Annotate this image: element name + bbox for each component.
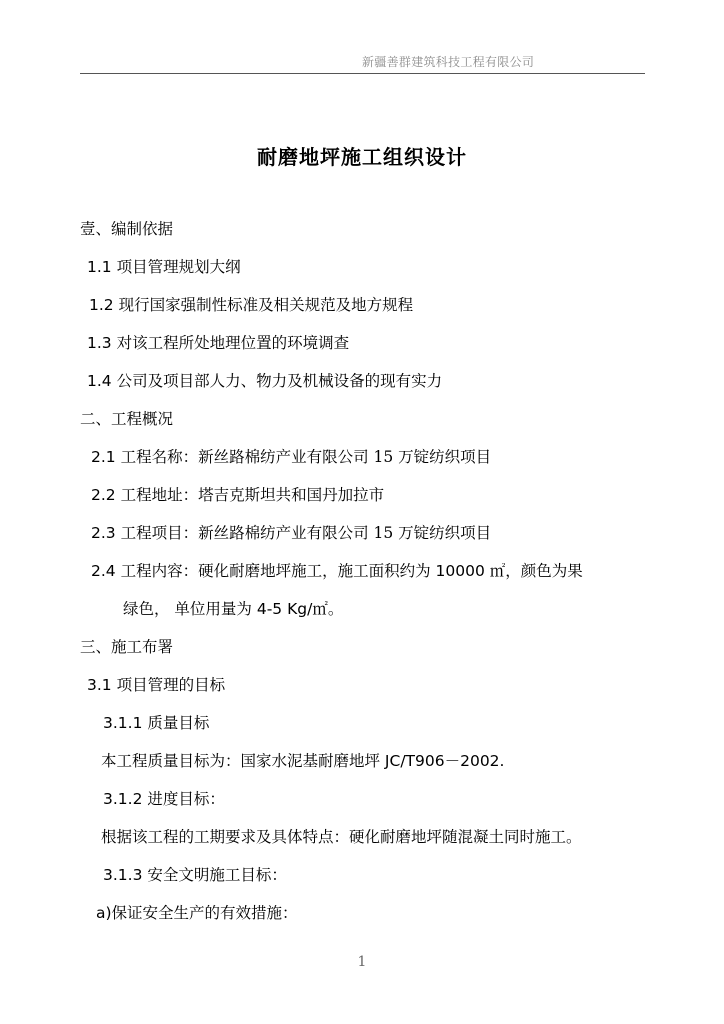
section-2-heading: 二、工程概况 bbox=[80, 410, 174, 428]
project-address-row bbox=[91, 485, 384, 505]
project-name-value: 新丝路棉纺产业有限公司 15 万锭纺织项目 bbox=[198, 448, 492, 466]
project-item-label: 2.3 工程项目： bbox=[91, 524, 199, 542]
schedule-goal-heading: 3.1.2 进度目标： bbox=[103, 790, 225, 808]
project-name-label: 2.1 工程名称： bbox=[91, 448, 199, 466]
safety-goal-heading: 3.1.3 安全文明施工目标： bbox=[103, 866, 287, 884]
section-1-item: 1.3 对该工程所处地理位置的环境调查 bbox=[87, 334, 350, 352]
project-name-row bbox=[91, 447, 491, 467]
section-1-item: 1.1 项目管理规划大纲 bbox=[87, 258, 241, 276]
section-1-item: 1.4 公司及项目部人力、物力及机械设备的现有实力 bbox=[87, 372, 443, 390]
safety-measure-item: a)保证安全生产的有效措施： bbox=[96, 904, 298, 922]
quality-goal-heading: 3.1.1 质量目标 bbox=[103, 714, 210, 732]
schedule-goal-text: 根据该工程的工期要求及具体特点：硬化耐磨地坪随混凝土同时施工。 bbox=[101, 828, 582, 846]
header-divider bbox=[80, 73, 645, 74]
project-content-line-2: 绿色， 单位用量为 4-5 Kg/㎡。 bbox=[123, 600, 344, 618]
project-item-value: 新丝路棉纺产业有限公司 15 万锭纺织项目 bbox=[198, 524, 492, 542]
section-1-heading: 壹、编制依据 bbox=[80, 220, 174, 238]
project-item-row bbox=[91, 523, 491, 543]
document-title: 耐磨地坪施工组织设计 bbox=[257, 145, 467, 169]
section-1-item: 1.2 现行国家强制性标准及相关规范及地方规程 bbox=[89, 296, 414, 314]
project-address-value: 塔吉克斯坦共和国丹加拉市 bbox=[198, 486, 385, 504]
page-number: 1 bbox=[357, 954, 367, 970]
project-content-line-1: 2.4 工程内容：硬化耐磨地坪施工，施工面积约为 10000 ㎡，颜色为果 bbox=[91, 562, 583, 580]
quality-goal-text: 本工程质量目标为：国家水泥基耐磨地坪 JC/T906－2002. bbox=[101, 752, 505, 770]
header-company-name: 新疆善群建筑科技工程有限公司 bbox=[362, 55, 535, 69]
subsection-heading: 3.1 项目管理的目标 bbox=[87, 676, 226, 694]
project-address-label: 2.2 工程地址： bbox=[91, 486, 199, 504]
section-3-heading: 三、施工布署 bbox=[80, 638, 174, 656]
